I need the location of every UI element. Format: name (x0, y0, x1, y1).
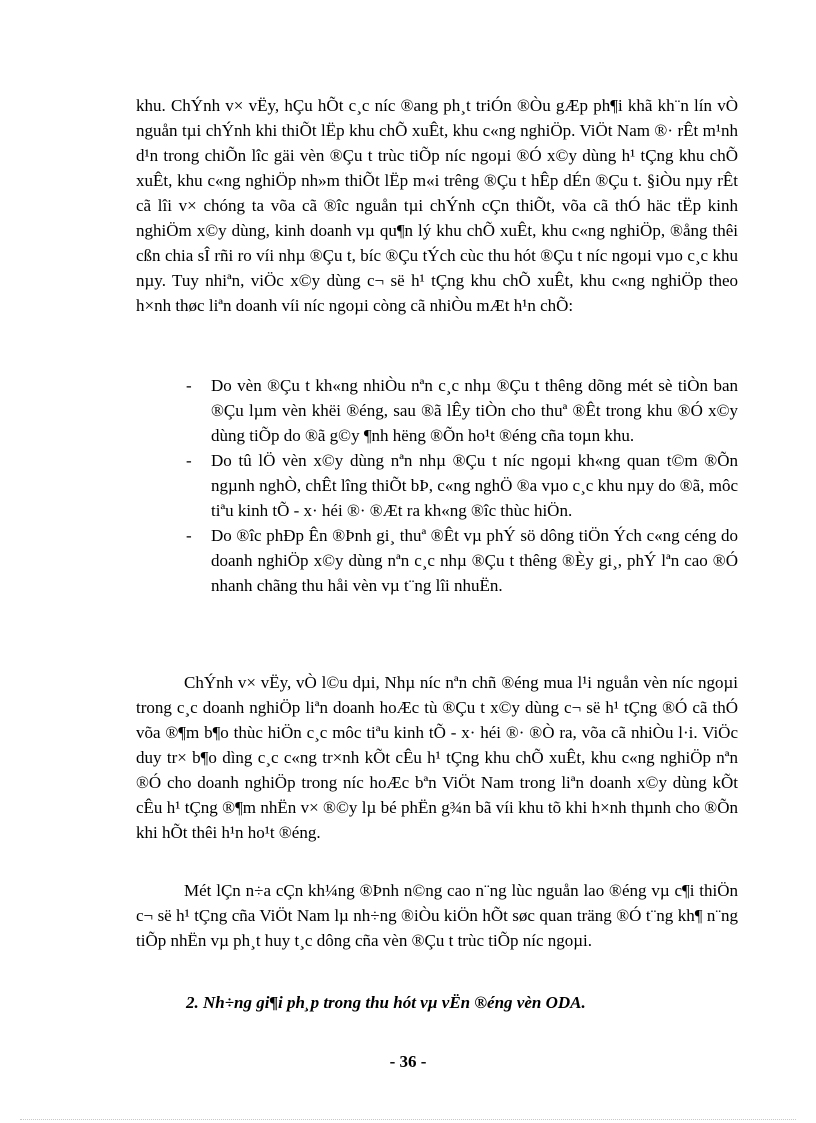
body-paragraph-3: Mét lÇn n÷a cÇn kh¼ng ®Þnh n©ng cao n¨ng lùc nguån lao ®éng vµ c¶i thiÖn c¬ së h¹ tÇng cña ViÖt Nam lµ nh÷ng ®iÒu kiÖn hÕt søc quan träng ®Ó t¨ng kh¶ n¨ng tiÕp nhËn vµ ph¸t huy t¸c dông cña vèn ®Çu t trùc tiÕp níc ngoµi. (136, 881, 738, 950)
bullet-text: Do tû lÖ vèn x©y dùng nªn nhµ ®Çu t níc ngoµi kh«ng quan t©m ®Õn ngµnh nghÒ, chÊt lîng thiÕt bÞ, c«ng nghÖ ®a vµo c¸c khu nµy do ®ã, môc tiªu kinh tÕ - x· héi ®· ®Æt ra kh«ng ®îc thùc hiÖn. (211, 451, 738, 520)
bullet-text: Do vèn ®Çu t kh«ng nhiÒu nªn c¸c nhµ ®Çu t thêng dõng mét sè tiÒn ban ®Çu lµm vèn khëi ®éng, sau ®ã lÊy tiÒn cho thuª ®Êt trong khu ®Ó x©y dùng tiÕp do ®ã g©y ¶nh hëng ®Õn ho¹t ®éng cña toµn khu. (211, 376, 738, 445)
body-paragraph-2: ChÝnh v× vËy, vÒ l©u dµi, Nhµ níc nªn chñ ®éng mua l¹i nguån vèn níc ngoµi trong c¸c doanh nghiÖp liªn doanh hoÆc tù ®Çu t x©y dùng c¬ së h¹ tÇng ®Ó cã thÓ võa ®¶m b¶o thùc hiÖn c¸c môc tiªu kinh tÕ - x· héi ®· ®Ò ra, võa cã nhiÒu l·i. ViÖc duy tr× b¶o dìng c¸c c«ng tr×nh kÕt cÊu h¹ tÇng khu chÕ xuÊt, khu c«ng nghiÖp nªn ®Ó cho doanh nghiÖp trong níc hoÆc bªn ViÖt Nam trong liªn doanh x©y dùng kÕt cÊu h¹ tÇng ®¶m nhËn v× ®©y lµ bé phËn g¾n bã víi khu tõ khi h×nh thµnh cho ®Õn khi hÕt thêi h¹n ho¹t ®éng. (136, 673, 738, 842)
page-bottom-divider (20, 1119, 796, 1120)
bullet-marker: - (186, 376, 192, 395)
section-heading: 2. Nh÷ng gi¶i ph¸p trong thu hót vµ vËn ®éng vèn ODA. (186, 993, 586, 1012)
bullet-item (186, 448, 738, 523)
bullet-item (186, 373, 738, 448)
bullet-item (186, 523, 738, 598)
bullet-text: Do ®îc phÐp Ên ®Þnh gi¸ thuª ®Êt vµ phÝ sö dông tiÖn Ých c«ng céng do doanh nghiÖp x©y dùng nªn c¸c nhµ ®Çu t thêng ®Èy gi¸, phÝ lªn cao ®Ó nhanh chãng thu håi vèn vµ t¨ng lîi nhuËn. (211, 526, 738, 595)
bullet-marker: - (186, 451, 192, 470)
bullet-list (186, 373, 738, 598)
page-number: - 36 - (389, 1052, 427, 1071)
body-paragraph-1: khu. ChÝnh v× vËy, hÇu hÕt c¸c níc ®ang ph¸t triÓn ®Òu gÆp ph¶i khã kh¨n lín vÒ nguån tµi chÝnh khi thiÕt lËp khu chÕ xuÊt, khu c«ng nghiÖp. ViÖt Nam ®· rÊt m¹nh d¹n trong chiÕn lîc gäi vèn ®Çu t trùc tiÕp níc ngoµi ®Ó x©y dùng h¹ tÇng khu chÕ xuÊt, khu c«ng nghiÖp nh»m thiÕt lËp m«i trêng ®Çu t hÊp dÉn ®Çu t. §iÒu nµy rÊt cã lîi v× chóng ta võa cã ®îc nguån tµi chÝnh cÇn thiÕt, võa cã thÓ häc tËp kinh nghiÖm x©y dùng, kinh doanh vµ qu¶n lý khu chÕ xuÊt, khu c«ng nghiÖp, ®ång thêi cßn chia sÎ rñi ro víi nhµ ®Çu t, bíc ®Çu tÝch cùc thu hót ®Çu t níc ngoµi vµo c¸c khu nµy. Tuy nhiªn, viÖc x©y dùng c¬ së h¹ tÇng khu chÕ xuÊt, khu c«ng nghiÖp theo h×nh thøc liªn doanh víi níc ngoµi còng cã nhiÒu mÆt h¹n chÕ: (136, 96, 738, 315)
bullet-marker: - (186, 526, 192, 545)
